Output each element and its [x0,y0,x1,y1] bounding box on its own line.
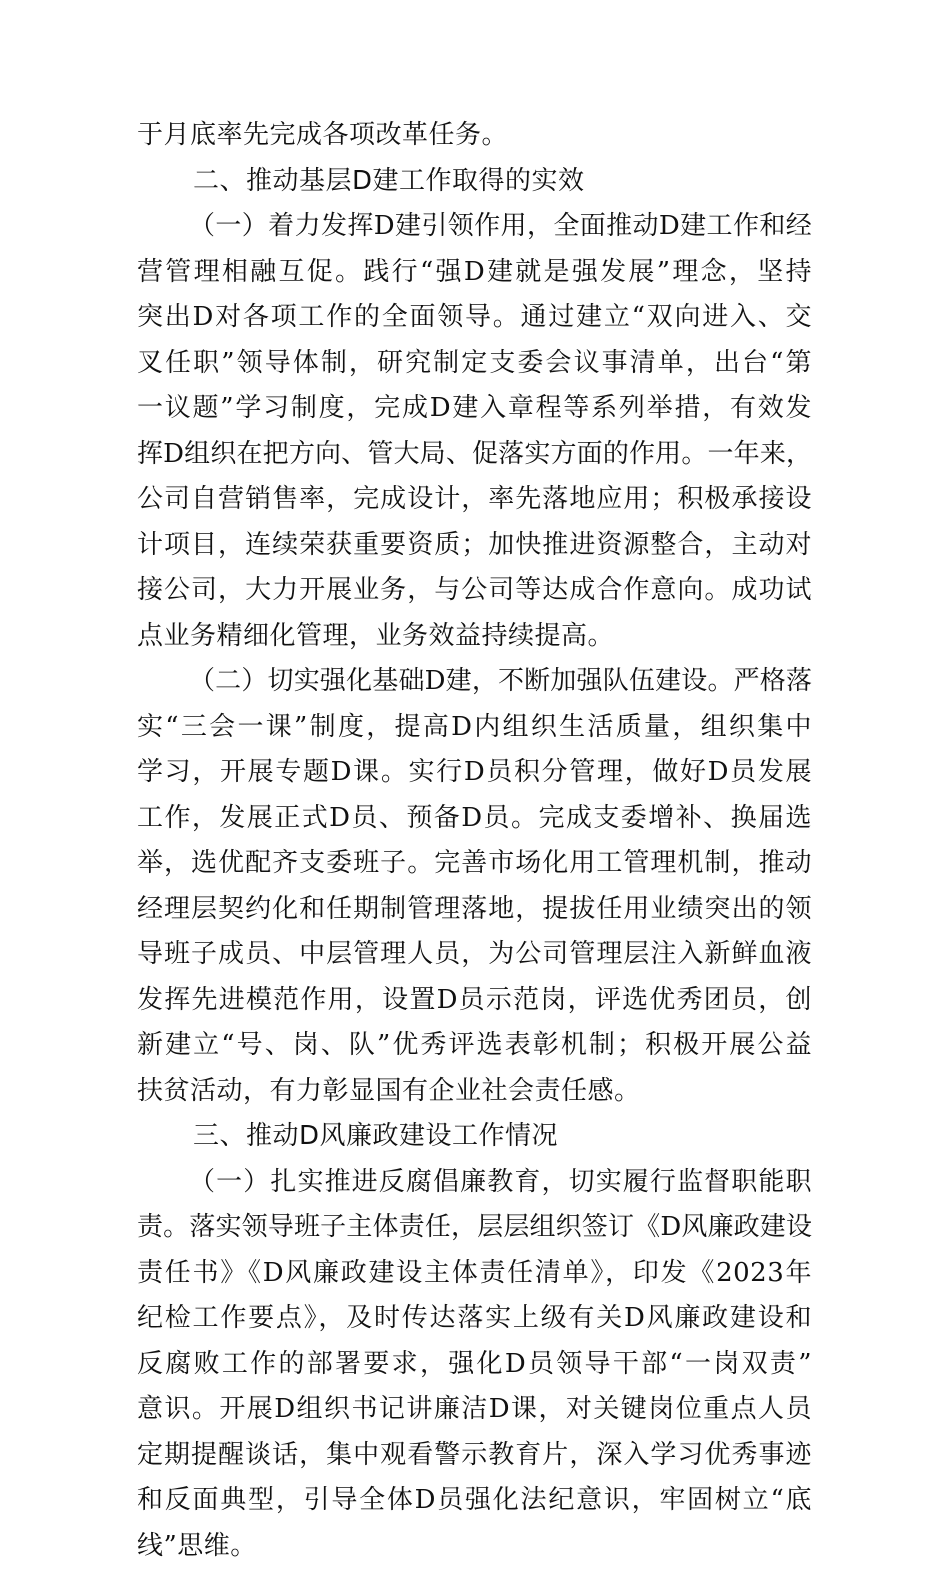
paragraph-line: （二）切实强化基础D建，不断加强队伍建设。严格落 [137,659,812,705]
paragraph-line: 叉任职”领导体制，研究制定支委会议事清单，出台“第 [137,341,812,387]
paragraph-line: 扶贫活动，有力彰显国有企业社会责任感。 [137,1069,812,1115]
paragraph-line: 工作，发展正式D员、预备D员。完成支委增补、换届选 [137,796,812,842]
paragraph-line: 纪检工作要点》，及时传达落实上级有关D风廉政建设和 [137,1296,812,1342]
paragraph-line: 突出D对各项工作的全面领导。通过建立“双向进入、交 [137,295,812,341]
paragraph-line: 挥D组织在把方向、管大局、促落实方面的作用。一年来， [137,432,812,478]
paragraph-line: 计项目，连续荣获重要资质；加快推进资源整合，主动对 [137,523,812,569]
body-text [137,113,812,1569]
paragraph-line: 意识。开展D组织书记讲廉洁D课，对关键岗位重点人员 [137,1387,812,1433]
paragraph-line: 责任书》《D风廉政建设主体责任清单》，印发《2023年 [137,1251,812,1297]
section-heading-2: 二、推动基层D建工作取得的实效 [137,159,812,205]
paragraph-line: 接公司，大力开展业务，与公司等达成合作意向。成功试 [137,568,812,614]
paragraph-line: 一议题”学习制度，完成D建入章程等系列举措，有效发 [137,386,812,432]
paragraph-line: 公司自营销售率，完成设计，率先落地应用；积极承接设 [137,477,812,523]
paragraph-line: 导班子成员、中层管理人员，为公司管理层注入新鲜血液 [137,932,812,978]
paragraph-line: 营管理相融互促。践行“强D建就是强发展”理念，坚持 [137,250,812,296]
paragraph-line: 经理层契约化和任期制管理落地，提拔任用业绩突出的领 [137,887,812,933]
paragraph-line: 责。落实领导班子主体责任，层层组织签订《D风廉政建设 [137,1205,812,1251]
paragraph-line: （一）扎实推进反腐倡廉教育，切实履行监督职能职 [137,1160,812,1206]
paragraph-line: 于月底率先完成各项改革任务。 [137,113,812,159]
paragraph-line: 反腐败工作的部署要求，强化D员领导干部“一岗双责” [137,1342,812,1388]
section-heading-3: 三、推动D风廉政建设工作情况 [137,1114,812,1160]
paragraph-line: 线”思维。 [137,1524,812,1569]
paragraph-line: 定期提醒谈话，集中观看警示教育片，深入学习优秀事迹 [137,1433,812,1479]
paragraph-line: 和反面典型，引导全体D员强化法纪意识，牢固树立“底 [137,1478,812,1524]
paragraph-line: （一）着力发挥D建引领作用，全面推动D建工作和经 [137,204,812,250]
paragraph-line: 新建立“号、岗、队”优秀评选表彰机制；积极开展公益 [137,1023,812,1069]
paragraph-line: 举，选优配齐支委班子。完善市场化用工管理机制，推动 [137,841,812,887]
paragraph-line: 学习，开展专题D课。实行D员积分管理，做好D员发展 [137,750,812,796]
paragraph-line: 实“三会一课”制度，提高D内组织生活质量，组织集中 [137,705,812,751]
paragraph-line: 点业务精细化管理，业务效益持续提高。 [137,614,812,660]
paragraph-line: 发挥先进模范作用，设置D员示范岗，评选优秀团员，创 [137,978,812,1024]
